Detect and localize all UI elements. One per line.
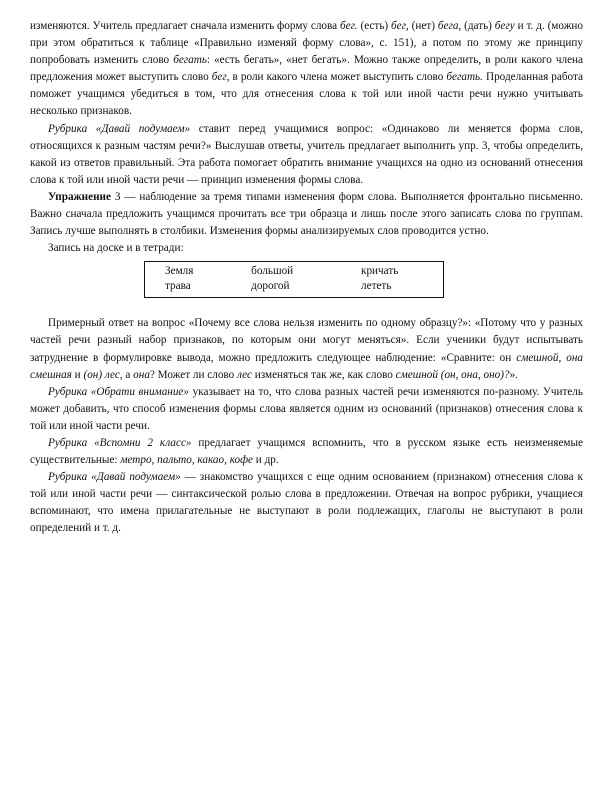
- paragraph-p3: [30, 189, 583, 240]
- paragraph-p2: [30, 121, 583, 189]
- table-cell: дорогой: [251, 280, 290, 293]
- paragraph-p8: [30, 469, 583, 537]
- text-run: изменяться так же, как слово: [251, 368, 396, 381]
- text-run: (он) лес: [83, 368, 120, 381]
- text-run: указывает на то, что слова разных частей речи изменяются по-разному. Учитель может добавить, что способ изменения формы слова является одним из оснований (признаков) отнесения слова к той или иной части речи.: [30, 385, 583, 432]
- spacer: [30, 298, 583, 315]
- text-block-top: [30, 18, 583, 257]
- text-run: (нет): [408, 20, 438, 32]
- table-cell: Земля: [165, 265, 194, 278]
- paragraph-p1: [30, 18, 583, 121]
- text-block-bottom: [30, 315, 583, 537]
- text-run: Запись на доске и в тетради:: [48, 242, 184, 255]
- board-table-wrapper: [144, 261, 583, 298]
- table-cell: трава: [165, 280, 191, 293]
- text-run: бегать.: [446, 71, 483, 84]
- text-run: Рубрика «Вспомни 2 класс»: [48, 436, 192, 449]
- table-row: [145, 262, 444, 280]
- text-run: бег,: [391, 20, 409, 32]
- text-run: бега,: [437, 20, 462, 32]
- table-cell: большой: [251, 265, 294, 278]
- text-run: Проделанная работа поможет учащимся убедиться в том, что для отнесения слова к той или иной части речи нужно учитывать несколько признаков.: [30, 71, 583, 118]
- text-run: Примерный ответ на вопрос «Почему все слова нельзя изменить по одному образцу?»: «Потому что у разных частей речи разный набор признаков, по которым они могут меняться». Если ученики будут испытывать затруднение в формулировке вывода, можно предложить следующее наблюдение: «Сравните: он: [30, 317, 583, 364]
- text-run: ».: [509, 368, 518, 381]
- text-run: изменяются. Учитель предлагает сначала изменить форму слова: [30, 20, 340, 32]
- paragraph-p6: [30, 384, 583, 435]
- table-row: [145, 279, 444, 298]
- text-run: Рубрика «Давай подумаем»: [48, 122, 191, 135]
- text-run: Рубрика «Давай подумаем»: [48, 471, 181, 484]
- text-run: она: [133, 368, 150, 381]
- text-run: Рубрика «Обрати внимание»: [48, 385, 189, 398]
- text-run: Упражнение: [48, 190, 111, 203]
- text-run: (дать): [461, 20, 495, 32]
- text-run: бег,: [211, 71, 230, 84]
- document-page: [30, 18, 583, 538]
- text-run: лес: [237, 368, 252, 381]
- text-run: бегать: [173, 54, 207, 67]
- paragraph-p4: [30, 240, 583, 257]
- text-run: : «есть бегать», «нет бегать». Можно также определить, в роли какого члена предложения может выступить слово: [30, 54, 583, 84]
- text-run: и: [71, 368, 84, 381]
- text-run: (есть): [357, 20, 392, 32]
- text-run: в роли какого члена может выступить слово: [229, 71, 447, 84]
- board-notes-table: [144, 261, 444, 298]
- table-cell: лететь: [361, 280, 392, 293]
- text-run: смешной, она смешная: [30, 351, 583, 381]
- text-run: предлагает учащимся вспомнить, что в русском языке есть неизменяемые существительные:: [30, 436, 583, 467]
- text-run: бег.: [340, 20, 358, 32]
- table-cell: кричать: [361, 265, 399, 278]
- text-run: — знакомство учащихся с еще одним основанием (признаком) отнесения слова к той или иной части речи — синтаксической ролью слова в предложении. Отвечая на вопрос рубрики, учащиеся вспоминают, что имена прилагательные не выступают в роли подлежащих, глаголы не выступают в роли определений и т. д.: [30, 471, 583, 535]
- text-run: ? Может ли слово: [149, 368, 238, 381]
- text-run: и т. д. (можно при этом обратиться к таблице «Правильно изменяй форму слова», с. 151), а потом по этому же принципу попробовать изменить слово: [30, 20, 584, 67]
- paragraph-p7: [30, 435, 583, 469]
- text-run: бегу: [494, 20, 515, 32]
- paragraph-p5: [30, 315, 583, 383]
- text-run: ставит перед учащимися вопрос: «Одинаково ли меняется форма слов, относящихся к разным частям речи?» Выслушав ответы, учитель предлагает выполнить упр. 3, чтобы определить, какой из ответов правильный. Эта работа помогает обратить внимание учащихся на одно из оснований отнесения слова к той или иной части речи — принцип изменения формы слова.: [30, 122, 583, 186]
- text-run: , а: [119, 368, 134, 381]
- text-run: метро, пальто, какао, кофе: [120, 454, 253, 467]
- text-run: 3 — наблюдение за тремя типами изменения форм слова. Выполняется фронтально письменно. Важно сначала предложить учащимся прочитать все три образца и лишь после этого записать слова по группам. Запись лучше выполнять в столбики. Изменения формы анализируемых слов проводится устно.: [30, 190, 583, 238]
- text-run: смешной (он, она, оно)?: [395, 368, 510, 381]
- text-run: и др.: [253, 454, 279, 467]
